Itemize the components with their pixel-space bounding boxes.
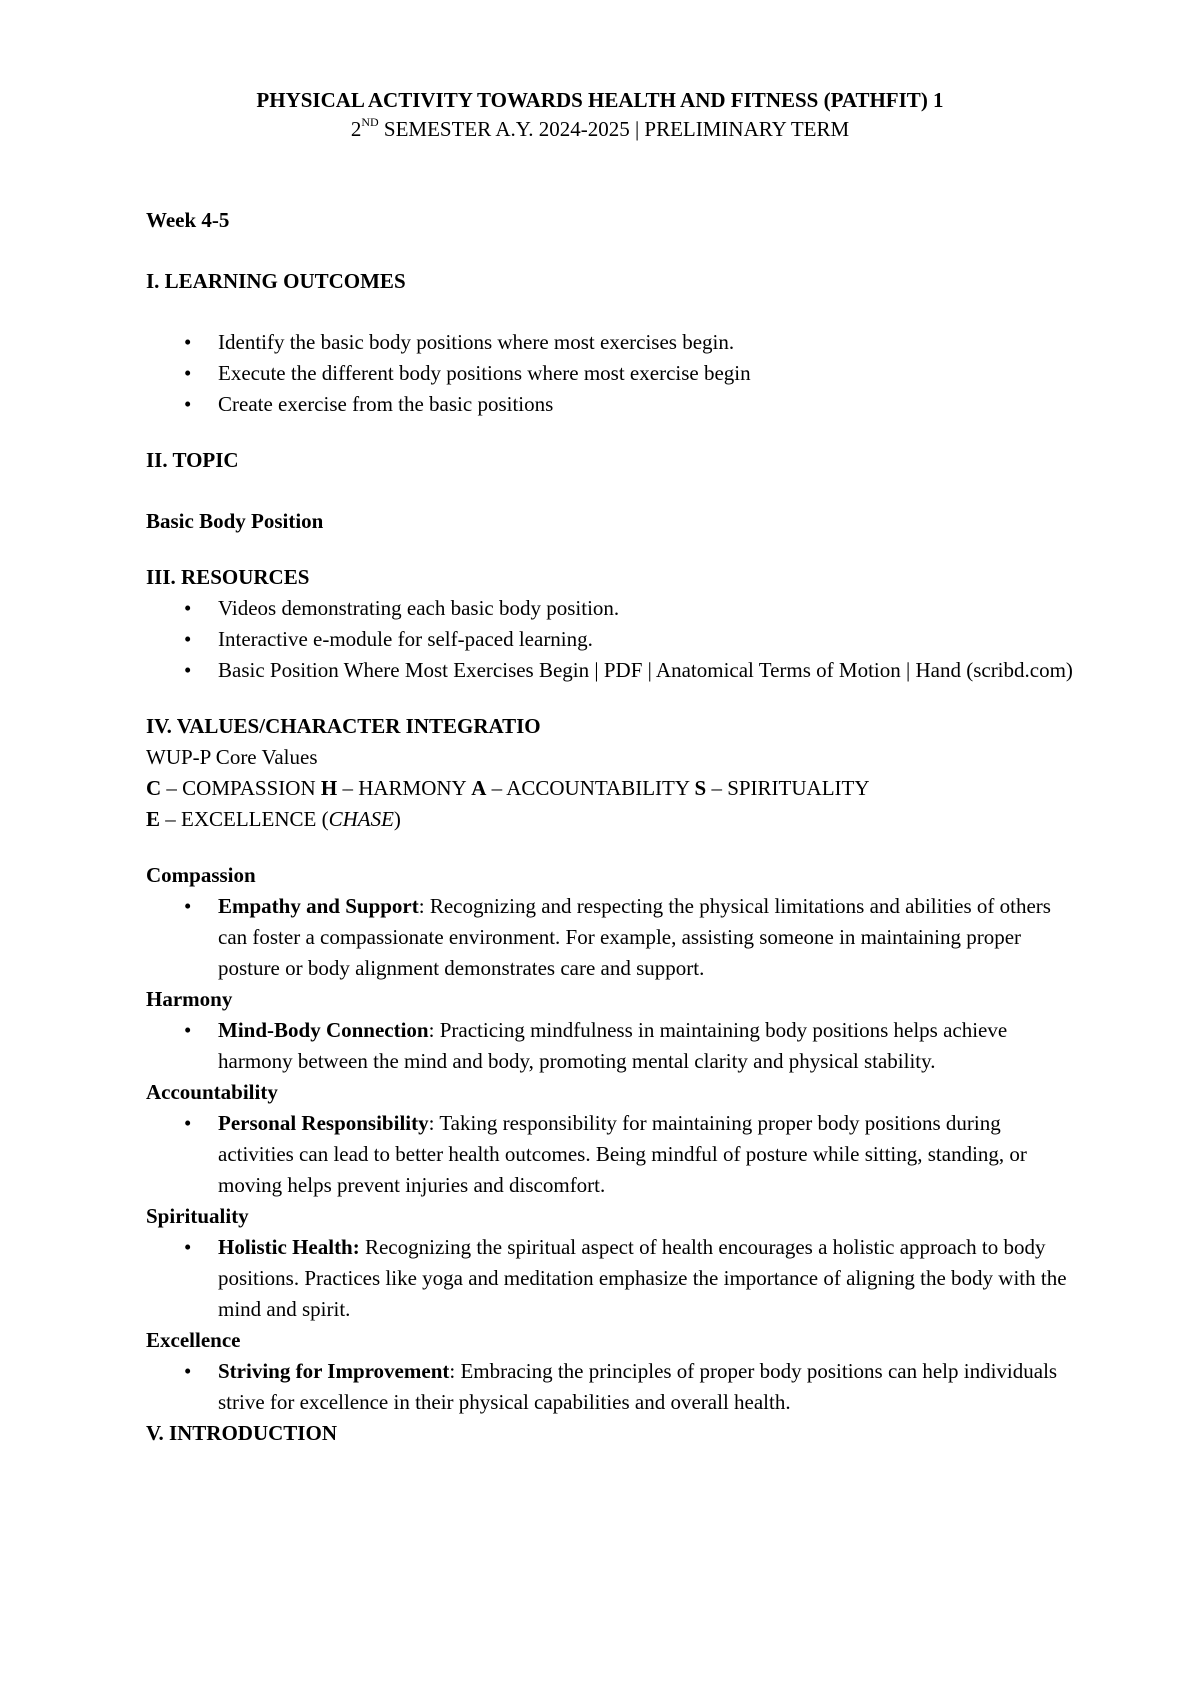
document-body [146,205,1076,1449]
bullet-icon: • [184,392,192,416]
list-item: • Holistic Health: Recognizing the spiritual aspect of health encourages a holistic approach to body positions. Practices like yoga and meditation emphasize the importance of aligning the body with the mind and spirit. [146,1232,1076,1325]
section-list [146,1108,1076,1201]
resources-list [146,593,1076,686]
semester-number: 2 [350,117,362,141]
bullet-icon: • [184,1018,192,1042]
section-list [146,1356,1076,1418]
list-item: • Create exercise from the basic positions [146,389,1076,420]
list-item: • Striving for Improvement: Embracing the principles of proper body positions can help individuals strive for excellence in their physical capabilities and overall health. [146,1356,1076,1418]
resources-heading: III. RESOURCES [146,565,310,589]
outcomes-heading: I. LEARNING OUTCOMES [146,269,406,293]
semester-term: SEMESTER A.Y. 2024-2025 | PRELIMINARY TERM [378,117,850,141]
semester-suffix: ND [361,115,379,129]
list-item: • Videos demonstrating each basic body position. [146,593,1076,624]
bullet-icon: • [184,361,192,385]
section-title: Compassion [146,863,256,887]
outcomes-list [146,327,1076,420]
bullet-icon: • [184,1111,192,1135]
list-item: • Mind-Body Connection: Practicing mindfulness in maintaining body positions helps achieve harmony between the mind and body, promoting mental clarity and physical stability. [146,1015,1076,1077]
section-list [146,891,1076,984]
bullet-icon: • [184,627,192,651]
core-values-label: WUP-P Core Values [146,745,318,769]
section-title: Spirituality [146,1204,249,1228]
bullet-icon: • [184,658,192,682]
list-item: • Personal Responsibility: Taking responsibility for maintaining proper body positions during activities can lead to better health outcomes. Being mindful of posture while sitting, standing, or moving helps prevent injuries and discomfort. [146,1108,1076,1201]
topic-heading: II. TOPIC [146,448,239,472]
chase-values-line: C – COMPASSION H – HARMONY A – ACCOUNTABILITY S – SPIRITUALITY [146,776,870,800]
bullet-icon: • [184,894,192,918]
bullet-icon: • [184,1235,192,1259]
bullet-icon: • [184,1359,192,1383]
document-subtitle [0,114,1200,145]
week-label: Week 4-5 [146,208,230,232]
list-item: • Empathy and Support: Recognizing and respecting the physical limitations and abilities of others can foster a compassionate environment. For example, assisting someone in maintaining proper posture or body alignment demonstrates care and support. [146,891,1076,984]
list-item: • Execute the different body positions where most exercise begin [146,358,1076,389]
document-title: PHYSICAL ACTIVITY TOWARDS HEALTH AND FITNESS (PATHFIT) 1 [256,88,944,112]
section-list [146,1232,1076,1325]
section-list [146,1015,1076,1077]
list-item: • Interactive e-module for self-paced learning. [146,624,1076,655]
introduction-heading: V. INTRODUCTION [146,1421,337,1445]
topic-title: Basic Body Position [146,509,324,533]
section-title: Excellence [146,1328,241,1352]
excellence-line: E – EXCELLENCE (CHASE) [146,807,401,831]
section-title: Accountability [146,1080,278,1104]
bullet-icon: • [184,596,192,620]
resource-link[interactable]: • Basic Position Where Most Exercises Begin | PDF | Anatomical Terms of Motion | Hand (scribd.com) [146,655,1076,686]
section-title: Harmony [146,987,233,1011]
values-heading: IV. VALUES/CHARACTER INTEGRATIO [146,714,541,738]
bullet-icon: • [184,330,192,354]
list-item: • Identify the basic body positions where most exercises begin. [146,327,1076,358]
